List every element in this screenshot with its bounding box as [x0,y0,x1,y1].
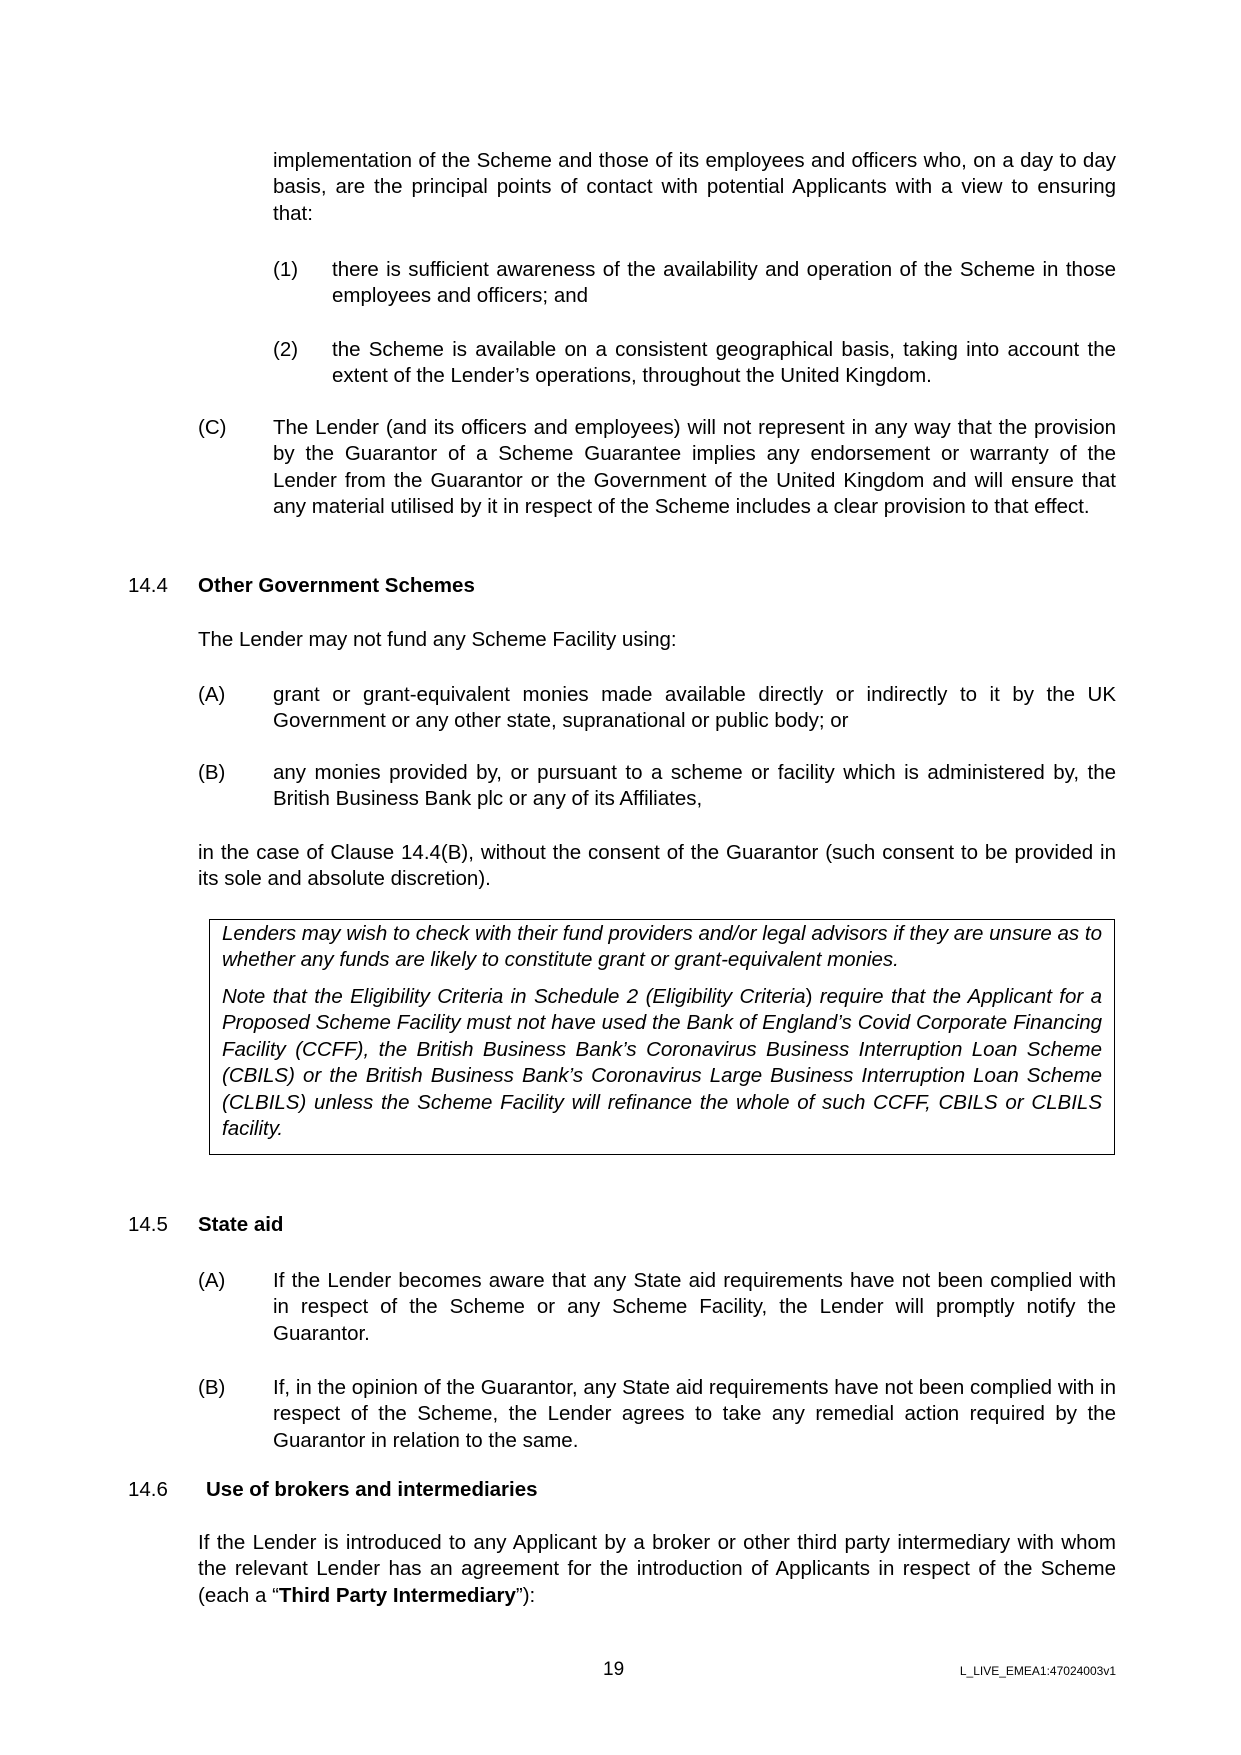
section-14-5-item-b-text: If, in the opinion of the Guarantor, any State aid requirements have not been complied with in respect of the Scheme, the Lender agrees to take any remedial action required by the Guarantor in relation to the same. [273,1376,1116,1452]
section-14-6-body-start: If the Lender is introduced to any Applicant by a broker or other third party intermediary with whom the relevant Lender has an agreement for the introduction of Applicants in respect of the Scheme (each a “ [198,1531,1116,1607]
section-14-4-item-b-text: any monies provided by, or pursuant to a scheme or facility which is administered by, the British Business Bank plc or any of its Affiliates, [273,761,1116,811]
section-14-5-item-a-label: (A) [198,1269,226,1292]
drafting-note-box [209,919,1115,1155]
section-14-6-title: Use of brokers and intermediaries [206,1478,538,1501]
item-c-label: (C) [198,416,227,439]
note-paragraph-2-start: Note that the Eligibility Criteria in Schedule 2 (Eligibility Criteria [222,985,806,1008]
section-14-4-closing: in the case of Clause 14.4(B), without the consent of the Guarantor (such consent to be provided in its sole and absolute discretion). [198,841,1116,891]
section-14-6-body-end: ”): [515,1583,536,1607]
section-14-5-title: State aid [198,1213,284,1236]
note-paragraph-2-paren: ) [805,985,813,1008]
note-paragraph-1: Lenders may wish to check with their fund providers and/or legal advisors if they are unsure as to whether any funds are likely to constitute grant or grant-equivalent monies. [222,922,1102,972]
section-14-4-item-b-label: (B) [198,761,226,784]
note-paragraph-2-rest: require that the Applicant for a Proposed Scheme Facility must not have used the Bank of England’s Covid Corporate Financing Facility (CCFF), the British Business Bank’s Coronavirus Business Interruption Loan Scheme (CBILS) or the British Business Bank’s Coronavirus Large Business Interruption Loan Scheme (CLBILS) unless the Scheme Facility will refinance the whole of such CCFF, CBILS or CLBILS facility. [222,985,1102,1141]
page-number: 19 [603,1659,625,1680]
continuation-paragraph: implementation of the Scheme and those of its employees and officers who, on a day to day basis, are the principal points of contact with potential Applicants with a view to ensuring that: [273,149,1116,225]
sub-item-1-label: (1) [273,258,299,281]
section-14-4-item-a-label: (A) [198,683,226,706]
sub-item-2-label: (2) [273,338,299,361]
section-14-6-number: 14.6 [128,1478,168,1501]
section-14-5-number: 14.5 [128,1213,168,1236]
section-14-5-item-a-text: If the Lender becomes aware that any State aid requirements have not been complied with in respect of the Scheme or any Scheme Facility, the Lender will promptly notify the Guarantor. [273,1269,1116,1345]
section-14-5-item-b-label: (B) [198,1376,226,1399]
section-14-4-number: 14.4 [128,574,168,597]
item-c-text: The Lender (and its officers and employees) will not represent in any way that the provision by the Guarantor of a Scheme Guarantee implies any endorsement or warranty of the Lender from the Guarantor or the Government of the United Kingdom and will ensure that any material utilised by it in respect of the Scheme includes a clear provision to that effect. [273,416,1116,519]
sub-item-2-text: the Scheme is available on a consistent geographical basis, taking into account the extent of the Lender’s operations, throughout the United Kingdom. [332,338,1116,388]
section-14-6-body [198,1530,1116,1609]
sub-item-1-text: there is sufficient awareness of the availability and operation of the Scheme in those employees and officers; and [332,258,1116,308]
section-14-4-intro: The Lender may not fund any Scheme Facility using: [198,628,677,651]
section-14-4-item-a-text: grant or grant-equivalent monies made available directly or indirectly to it by the UK Government or any other state, supranational or public body; or [273,683,1116,733]
document-reference: L_LIVE_EMEA1:47024003v1 [959,1664,1116,1678]
note-paragraph-2 [222,984,1102,1142]
section-14-4-title: Other Government Schemes [198,574,475,597]
defined-term-third-party-intermediary: Third Party Intermediary [278,1583,516,1607]
